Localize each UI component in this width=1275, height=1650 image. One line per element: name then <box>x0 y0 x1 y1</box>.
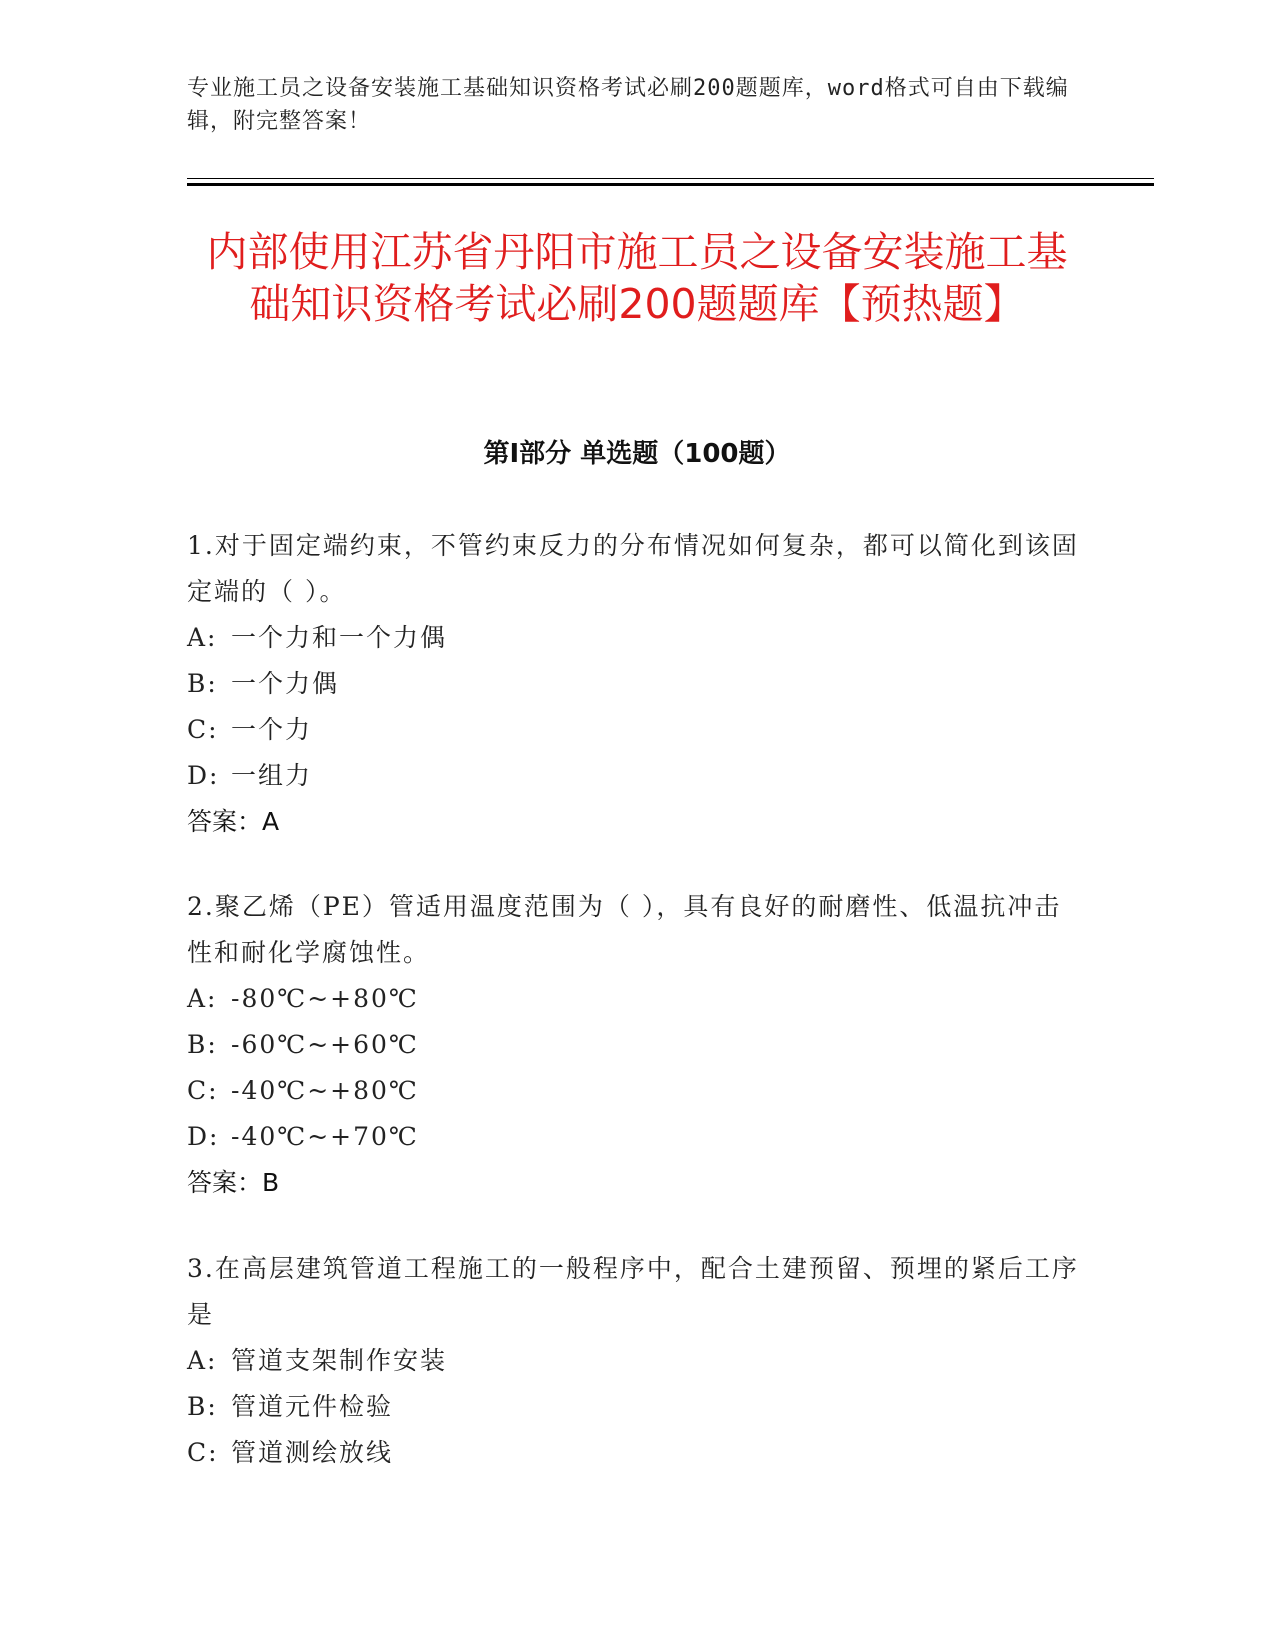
option-text: 管道元件检验 <box>231 1392 394 1421</box>
section-title: 第Ⅰ部分 单选题（100题） <box>483 439 791 469</box>
option-text: -80℃~+80℃ <box>231 984 419 1013</box>
option-key: A: <box>187 1346 218 1375</box>
option-key: A: <box>187 984 218 1013</box>
option-text: 管道支架制作安装 <box>231 1346 448 1375</box>
header-divider-thin <box>187 178 1154 179</box>
option-key: C: <box>187 715 219 744</box>
option-text: -60℃~+60℃ <box>231 1030 419 1059</box>
option-a <box>187 615 1087 661</box>
option-key: B: <box>187 669 218 698</box>
option-b <box>187 661 1087 707</box>
question-stem: 3.在高层建筑管道工程施工的一般程序中，配合土建预留、预埋的紧后工序是 <box>187 1254 1079 1329</box>
option-key: B: <box>187 1030 218 1059</box>
question-2 <box>187 884 1087 1206</box>
header-divider-thick <box>187 183 1154 186</box>
document-title: 内部使用江苏省丹阳市施工员之设备安装施工基础知识资格考试必刷200题题库【预热题】 <box>206 228 1068 328</box>
option-key: D: <box>187 1122 220 1151</box>
question-3 <box>187 1246 1087 1476</box>
option-text: 一个力和一个力偶 <box>231 623 448 652</box>
question-stem: 2.聚乙烯（PE）管适用温度范围为（ ），具有良好的耐磨性、低温抗冲击性和耐化学腐蚀性。 <box>187 892 1062 967</box>
header-note: 专业施工员之设备安装施工基础知识资格考试必刷200题题库，word格式可自由下载编辑，附完整答案！ <box>187 76 1069 134</box>
option-text: 一组力 <box>231 761 313 790</box>
option-b <box>187 1022 1087 1068</box>
question-stem: 1.对于固定端约束，不管约束反力的分布情况如何复杂，都可以简化到该固定端的（ ）。 <box>187 531 1079 606</box>
option-key: A: <box>187 623 218 652</box>
option-d <box>187 753 1087 799</box>
option-a <box>187 976 1087 1022</box>
option-text: 一个力 <box>231 715 313 744</box>
option-a <box>187 1338 1087 1384</box>
option-text: 管道测绘放线 <box>231 1438 394 1467</box>
option-key: B: <box>187 1392 218 1421</box>
option-text: -40℃~+80℃ <box>231 1076 419 1105</box>
option-c <box>187 1068 1087 1114</box>
option-key: C: <box>187 1438 219 1467</box>
option-key: D: <box>187 761 220 790</box>
option-d <box>187 1114 1087 1160</box>
question-1 <box>187 523 1087 845</box>
option-text: -40℃~+70℃ <box>231 1122 419 1151</box>
answer-label: 答案：A <box>187 807 280 836</box>
option-key: C: <box>187 1076 219 1105</box>
option-c <box>187 1430 1087 1476</box>
option-b <box>187 1384 1087 1430</box>
option-text: 一个力偶 <box>231 669 340 698</box>
answer-label: 答案：B <box>187 1168 280 1197</box>
option-c <box>187 707 1087 753</box>
